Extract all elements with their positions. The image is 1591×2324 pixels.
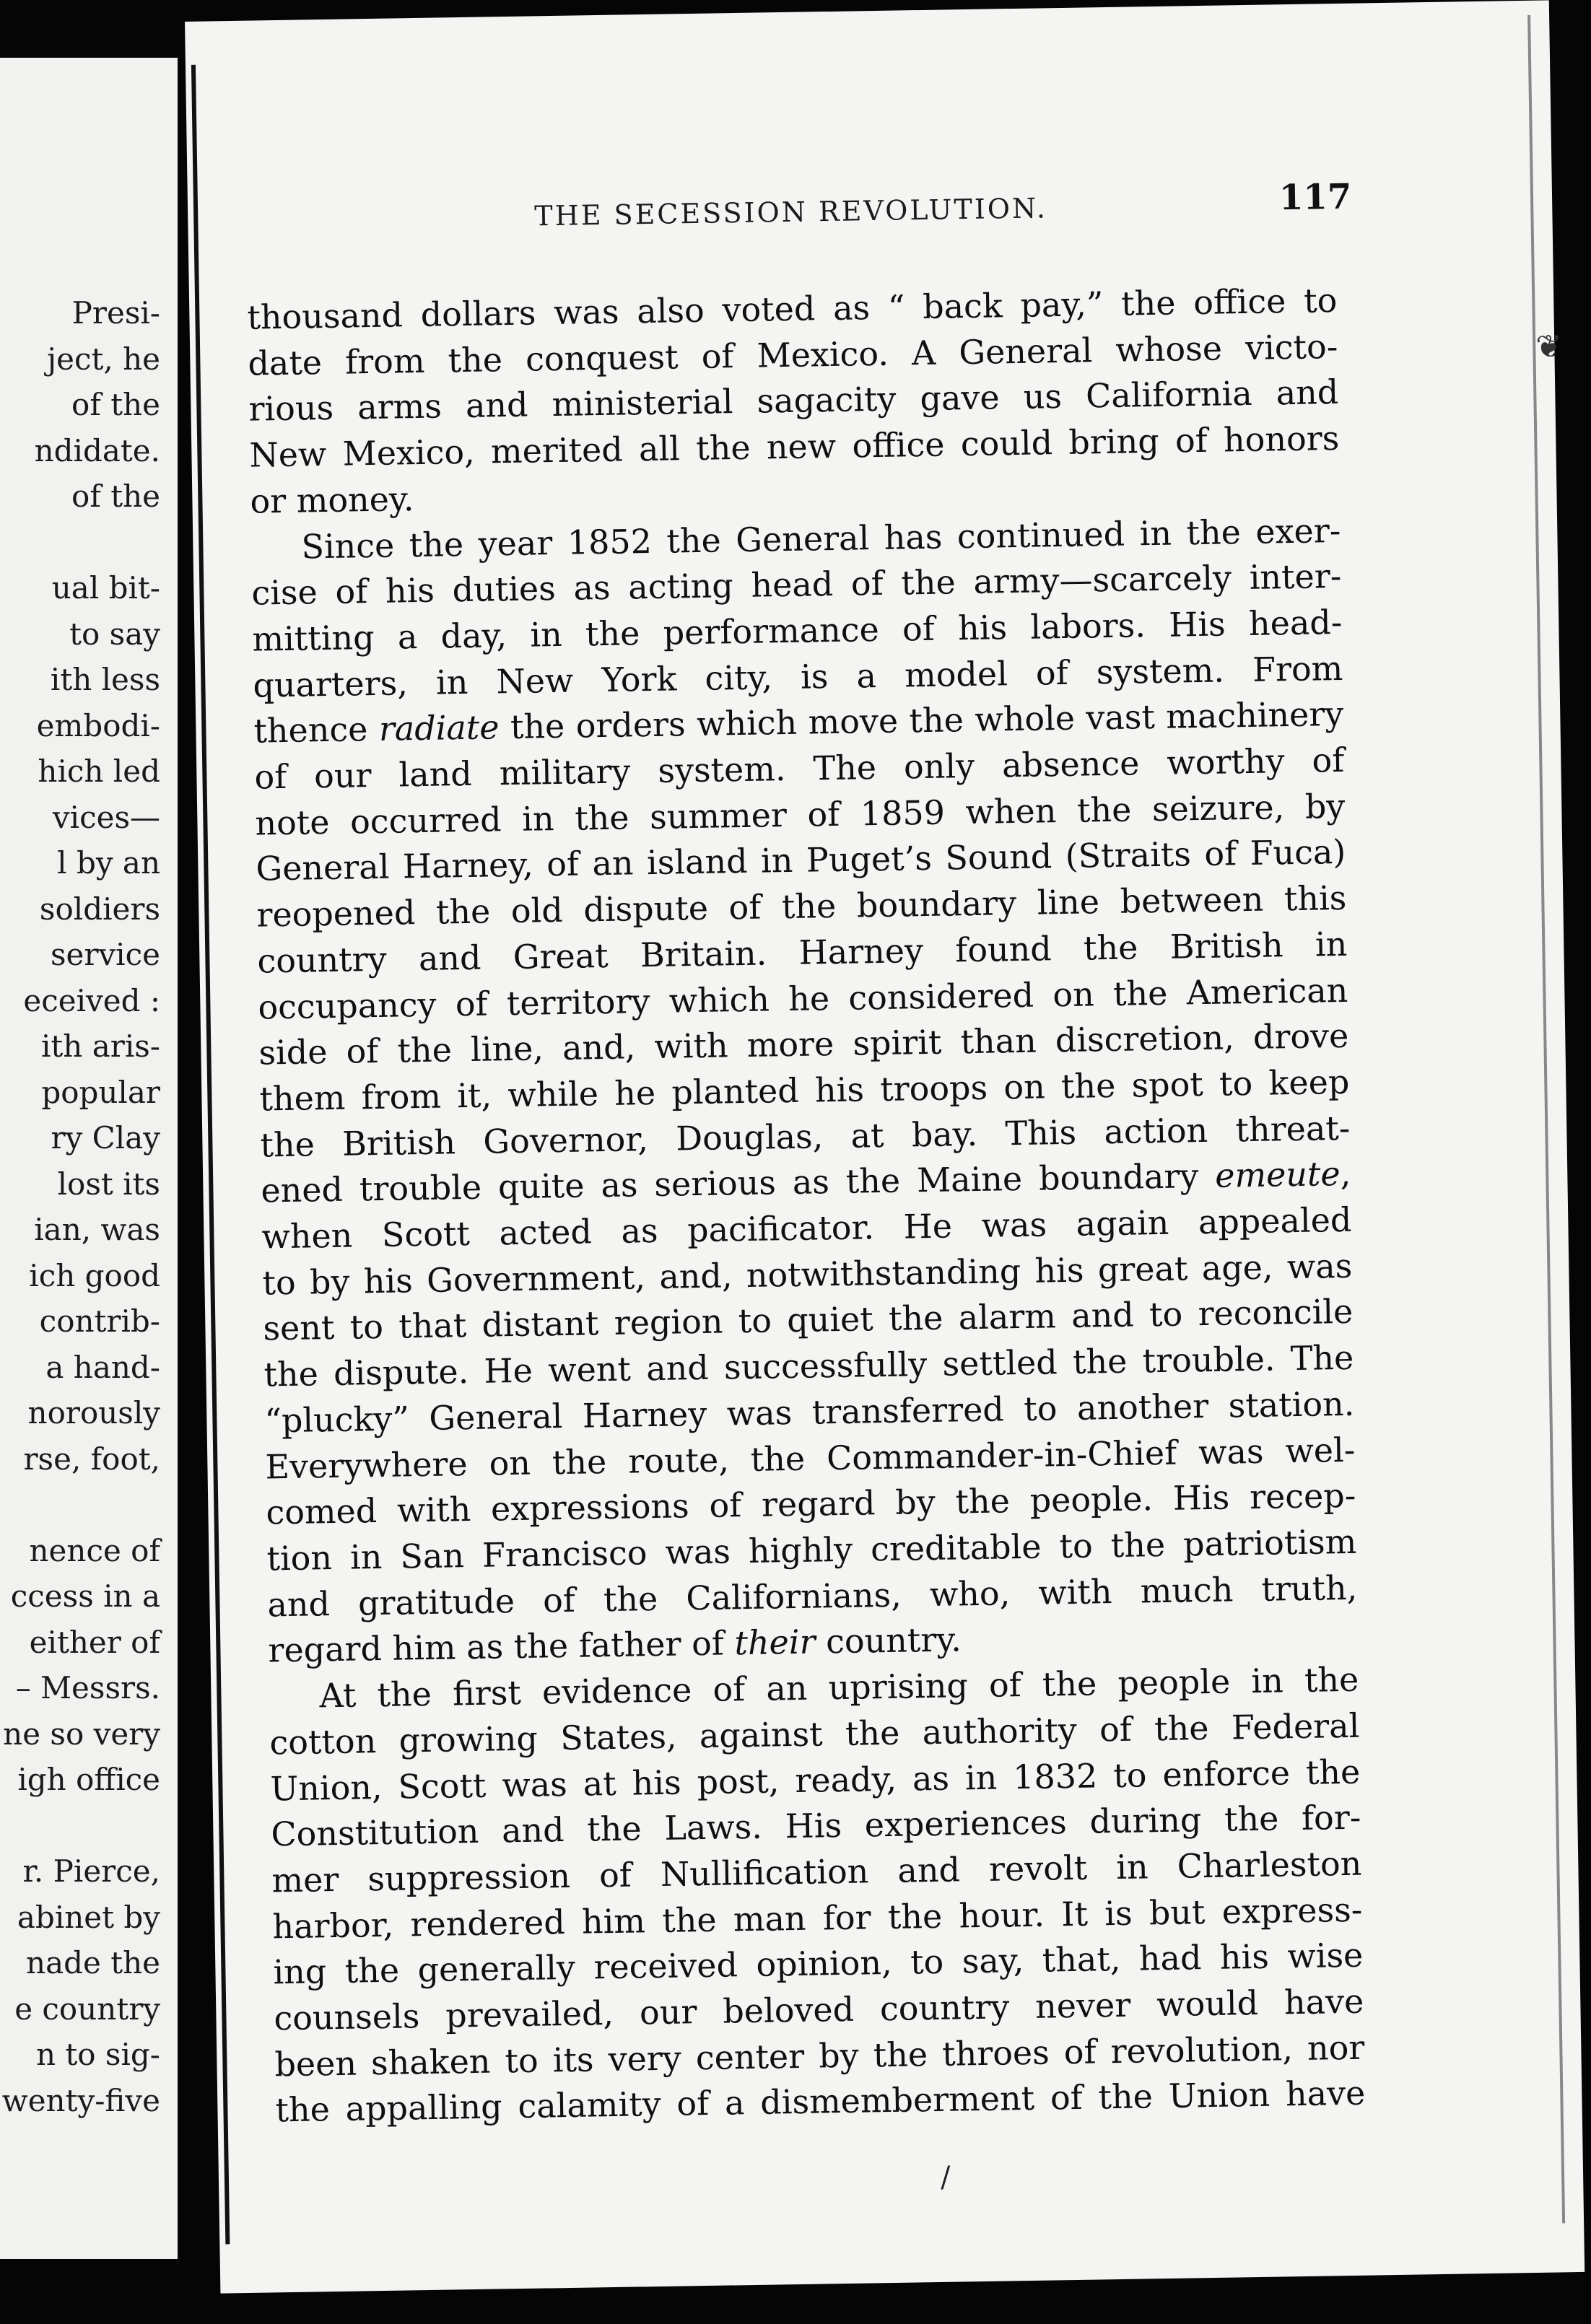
- facing-page-line: ith aris-: [40, 1028, 160, 1064]
- text-line: the appalling calamity of a dismemberment of the Union have: [275, 2074, 1366, 2130]
- facing-page-line: ich good: [29, 1257, 160, 1293]
- text-line: ened trouble quite as serious as the Maine boundary emeute,: [261, 1154, 1351, 1210]
- text-line: cotton growing States, against the authority of the Federal: [269, 1705, 1360, 1762]
- facing-page-line: nade the: [26, 1945, 160, 1980]
- facing-page-line: Presi-: [71, 295, 160, 331]
- facing-page-line: [0, 520, 160, 566]
- facing-page-line: [0, 1482, 160, 1528]
- facing-page-line: igh office: [17, 1762, 160, 1797]
- text-line: Union, Scott was at his post, ready, as in 1832 to enforce the: [270, 1752, 1361, 1808]
- text-line: tion in San Francisco was highly creditable to the patriotism: [266, 1521, 1357, 1578]
- ink-mark: /: [940, 2160, 951, 2194]
- facing-page-line: abinet by: [17, 1899, 160, 1935]
- running-head: THE SECESSION REVOLUTION.: [533, 192, 1048, 232]
- facing-page-line: contrib-: [39, 1303, 160, 1339]
- text-line: to by his Government, and, notwithstanding his great age, was: [262, 1246, 1353, 1303]
- facing-page-line: e country: [14, 1991, 160, 2027]
- facing-page-line: lost its: [57, 1166, 160, 1202]
- text-line: note occurred in the summer of 1859 when the seizure, by: [255, 786, 1346, 843]
- facing-page-line: norously: [27, 1395, 160, 1430]
- facing-page-line: ccess in a: [10, 1578, 160, 1614]
- facing-page-line: service: [50, 937, 160, 972]
- text-line: the dispute. He went and successfully settled the trouble. The: [263, 1337, 1354, 1394]
- text-line: General Harney, of an island in Puget’s Sound (Straits of Fuca): [256, 832, 1346, 889]
- text-line: or money.: [250, 479, 414, 521]
- text-line: quarters, in New York city, is a model of system. From: [253, 648, 1343, 705]
- facing-page-line: ith less: [50, 662, 160, 697]
- facing-page-line: rse, foot,: [23, 1441, 160, 1477]
- page-number: 117: [1278, 176, 1352, 219]
- text-line: Everywhere on the route, the Commander-in-Chief was wel-: [265, 1430, 1356, 1487]
- text-line: thence radiate the orders which move the whole vast machinery: [253, 694, 1344, 751]
- text-line: counsels prevailed, our beloved country never would have: [274, 1981, 1364, 2038]
- facing-page-line: eceived :: [23, 982, 160, 1018]
- text-line: when Scott acted as pacificator. He was again appealed: [261, 1200, 1352, 1257]
- facing-page-line: ndidate.: [34, 432, 160, 468]
- page-gutter-edge: [191, 65, 230, 2245]
- facing-page-line: either of: [29, 1624, 160, 1660]
- text-line: Constitution and the Laws. His experiences during the for-: [271, 1797, 1361, 1854]
- facing-page-line: nence of: [29, 1532, 160, 1568]
- book-page: [185, 0, 1585, 2293]
- text-line: reopened the old dispute of the boundary line between this: [256, 878, 1347, 935]
- text-line: “plucky” General Harney was transferred to another station.: [264, 1384, 1355, 1441]
- text-line: date from the conquest of Mexico. A General whose victo-: [248, 326, 1338, 383]
- text-line: thousand dollars was also voted as “ back pay,” the office to: [247, 280, 1338, 337]
- text-line: cise of his duties as acting head of the army—scarcely inter-: [251, 556, 1342, 613]
- facing-page-line: – Messrs.: [15, 1670, 160, 1705]
- ink-smudge: ❦: [1535, 328, 1562, 365]
- facing-page-line: of the: [71, 479, 160, 514]
- text-line: ing the generally received opinion, to say, that, had his wise: [273, 1936, 1364, 1992]
- facing-page-line: r. Pierce,: [22, 1853, 160, 1889]
- facing-page-line: vices—: [52, 799, 160, 835]
- facing-page-line: hich led: [38, 753, 160, 789]
- text-line: New Mexico, merited all the new office could bring of honors: [249, 419, 1340, 475]
- facing-page-line: ject, he: [47, 341, 160, 377]
- text-line: been shaken to its very center by the throes of revolution, nor: [274, 2027, 1365, 2084]
- facing-page-line: popular: [41, 1074, 160, 1110]
- text-line: country and Great Britain. Harney found the British in: [257, 924, 1348, 981]
- facing-page-line: embodi-: [36, 707, 160, 743]
- facing-page-line: soldiers: [39, 891, 160, 927]
- text-line: occupancy of territory which he considered on the American: [258, 970, 1348, 1027]
- facing-page-line: of the: [71, 387, 160, 422]
- text-line: comed with expressions of regard by the people. His recep-: [266, 1476, 1356, 1532]
- text-line: the British Governor, Douglas, at bay. This action threat-: [260, 1108, 1351, 1165]
- facing-page-line: wenty-five: [1, 2082, 160, 2118]
- text-line: sent to that distant region to quiet the alarm and to reconcile: [263, 1292, 1354, 1348]
- facing-page-line: ne so very: [3, 1716, 160, 1752]
- facing-page-line: ry Clay: [51, 1120, 160, 1156]
- facing-page-line: ian, was: [34, 1212, 160, 1247]
- text-line: harbor, rendered him the man for the hour. It is but express-: [272, 1890, 1363, 1947]
- facing-page-line: to say: [69, 616, 160, 652]
- facing-page-line: [0, 1803, 160, 1849]
- text-line: mer suppression of Nullification and revolt in Charleston: [271, 1843, 1362, 1900]
- text-line: At the first evidence of an uprising of the people in the: [319, 1659, 1359, 1716]
- facing-page-line: l by an: [57, 845, 160, 881]
- text-line: them from it, while he planted his troops on the spot to keep: [259, 1062, 1350, 1119]
- text-line: rious arms and ministerial sagacity gave us California and: [248, 372, 1339, 429]
- facing-page-line: n to sig-: [36, 2037, 160, 2072]
- text-line: and gratitude of the Californians, who, with much truth,: [267, 1568, 1358, 1625]
- text-line: regard him as the father of their country.: [268, 1620, 962, 1670]
- text-line: side of the line, and, with more spirit than discretion, drove: [258, 1016, 1349, 1073]
- body-text: [247, 278, 1366, 2134]
- facing-page-line: a hand-: [45, 1349, 160, 1385]
- facing-page-line: ual bit-: [51, 570, 160, 606]
- text-line: mitting a day, in the performance of his labors. His head-: [252, 602, 1343, 659]
- facing-page-text: [0, 290, 160, 2123]
- text-line: of our land military system. The only absence worthy of: [254, 740, 1345, 797]
- facing-page: [0, 58, 178, 2259]
- text-line: Since the year 1852 the General has continued in the exer-: [301, 510, 1341, 567]
